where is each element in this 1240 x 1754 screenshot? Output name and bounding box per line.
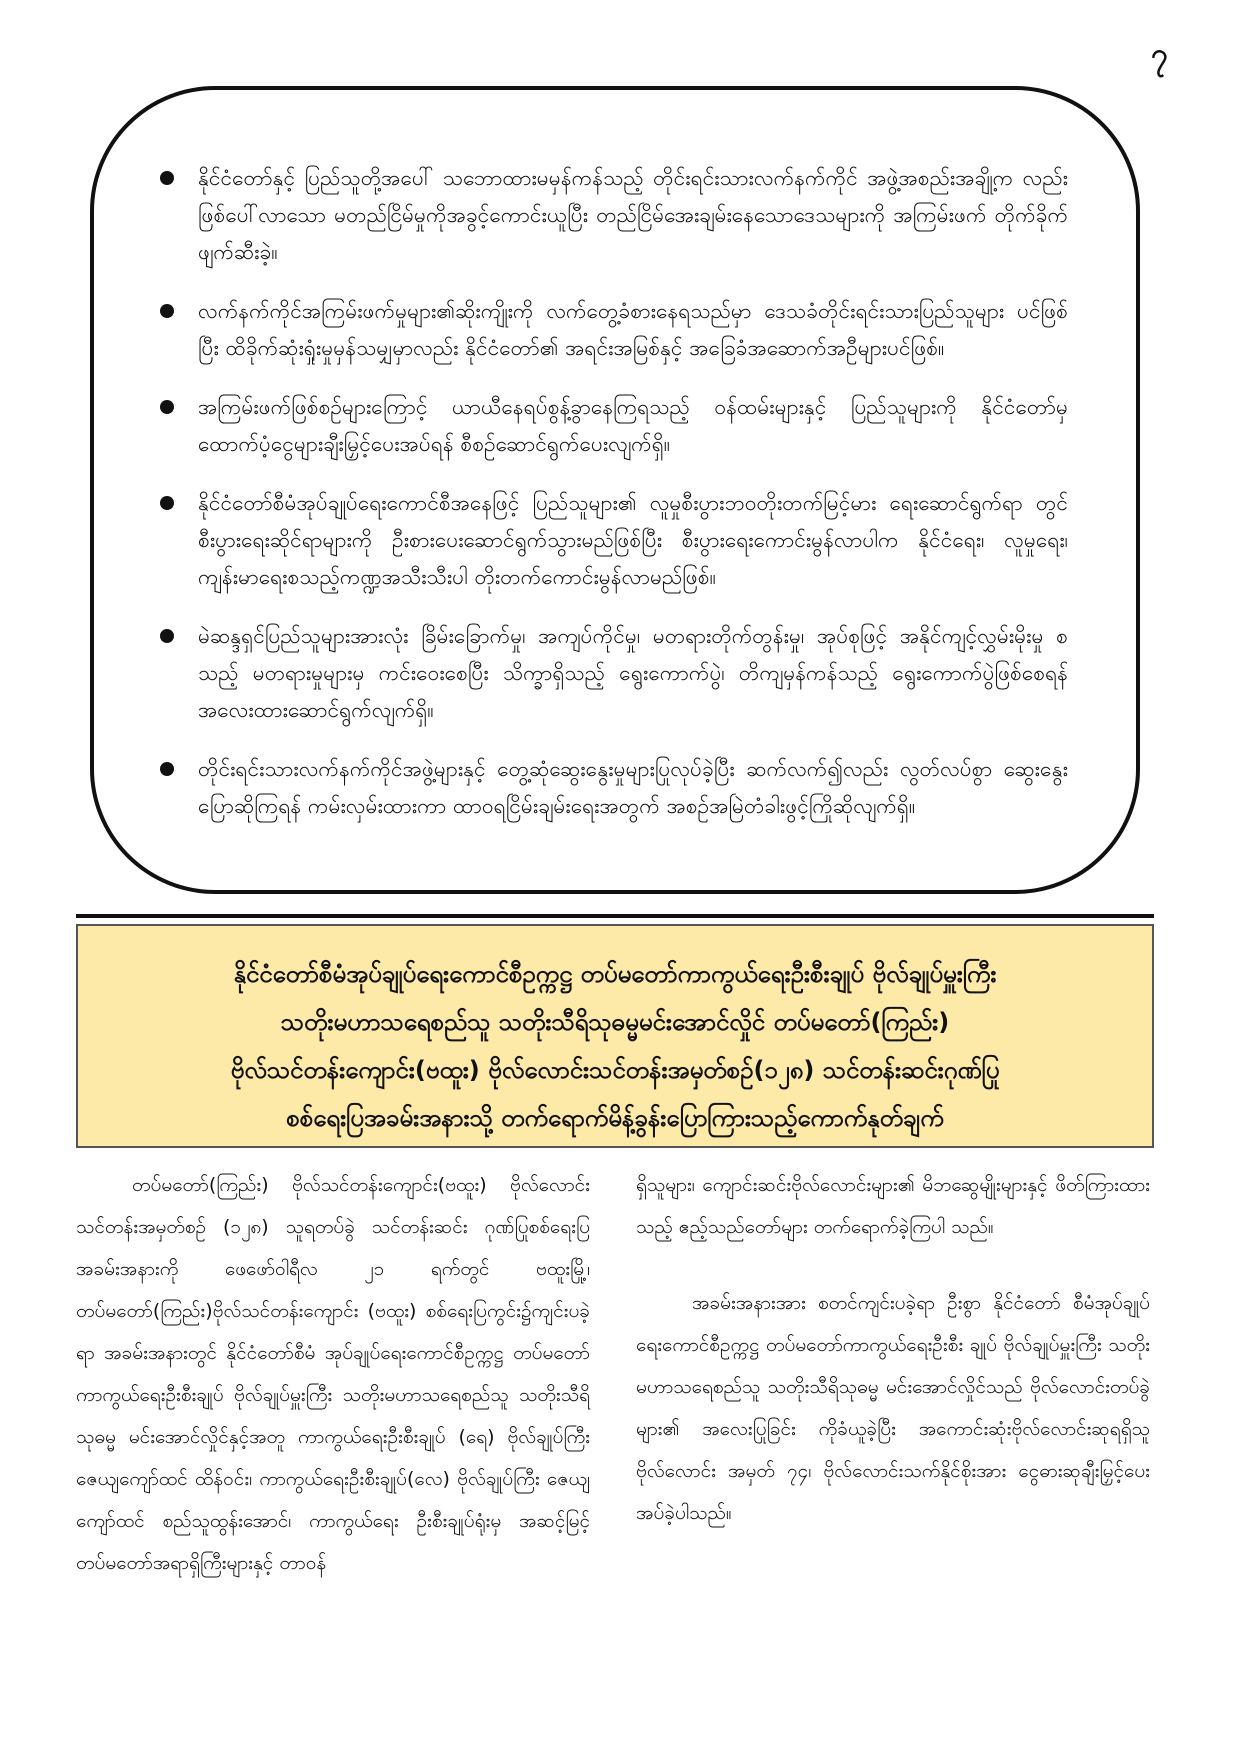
article-paragraph-continuation: ရှိသူများ၊ ကျောင်းဆင်းဗိုလ်လောင်းများ၏ မိဘဆွေမျိုးများနှင့် ဖိတ်ကြားထားသည့် ဧည့်သည်တော်များ တက်ရောက်ခဲ့ကြပါ သည်။	[636, 1174, 1150, 1238]
headline-line: ဗိုလ်သင်တန်းကျောင်း(ဗထူး) ဗိုလ်လောင်းသင်တန်းအမှတ်စဉ်(၁၂၈) သင်တန်းဆင်းဂုဏ်ပြု	[230, 1056, 1000, 1084]
summary-bullet-text: နိုင်ငံတော်စီမံအုပ်ချုပ်ရေးကောင်စီအနေဖြင့် ပြည်သူများ၏ လူမှုစီးပွားဘဝတိုးတက်မြင့်မား ရေးဆောင်ရွက်ရာ တွင် စီးပွားရေးဆိုင်ရာများကို ဦးစားပေးဆောင်ရွက်သွားမည်ဖြစ်ပြီး စီးပွားရေးကောင်းမွန်လာပါက နိုင်ငံရေး၊ လူမှုရေး၊ ကျန်းမာရေးစသည့်ကဏ္ဍအသီးသီးပါ တိုးတက်ကောင်းမွန်လာမည်ဖြစ်။	[198, 491, 1068, 589]
bullet-dot-icon	[160, 171, 174, 185]
bullet-dot-icon	[160, 496, 174, 510]
bullet-dot-icon	[160, 762, 174, 776]
summary-bullet-item	[154, 389, 1068, 463]
headline-line: သတိုးမဟာသရေစည်သူ သတိုးသီရိသုဓမ္မမင်းအောင်လှိုင် တပ်မတော်(ကြည်း)	[280, 1008, 950, 1036]
summary-bullet-list	[154, 160, 1068, 825]
summary-bullet-text: နိုင်ငံတော်နှင့် ပြည်သူတို့အပေါ် သဘောထားမမှန်ကန်သည့် တိုင်းရင်းသားလက်နက်ကိုင် အဖွဲ့အစည်းအချို့က လည်း ဖြစ်ပေါ်လာသော မတည်ငြိမ်မှုကိုအခွင့်ကောင်းယူပြီး တည်ငြိမ်အေးချမ်းနေသောဒေသများကို အကြမ်းဖက် တိုက်ခိုက်ဖျက်ဆီးခဲ့။	[198, 166, 1068, 264]
section-divider	[76, 914, 1154, 918]
article-body	[76, 1164, 1154, 1724]
summary-bullet-text: တိုင်းရင်းသားလက်နက်ကိုင်အဖွဲ့များနှင့် တွေ့ဆုံဆွေးနွေးမှုများပြုလုပ်ခဲ့ပြီး ဆက်လက်၍လည်း လွတ်လပ်စွာ ဆွေးနွေးပြောဆိုကြရန် ကမ်းလှမ်းထားကာ ထာဝရငြိမ်းချမ်းရေးအတွက် အစဉ်အမြဲတံခါးဖွင့်ကြိုဆိုလျက်ရှိ။	[198, 757, 1068, 818]
page-number: ၇	[1151, 37, 1168, 72]
summary-box	[90, 86, 1140, 894]
headline-box	[76, 924, 1154, 1148]
bullet-dot-icon	[160, 629, 174, 643]
article-paragraph: အခမ်းအနားအား စတင်ကျင်းပခဲ့ရာ ဦးစွာ နိုင်ငံတော် စီမံအုပ်ချုပ်ရေးကောင်စီဥက္ကဋ္ဌ တပ်မတော်ကာကွယ်ရေးဦးစီး ချုပ် ဗိုလ်ချုပ်မှူးကြီး သတိုးမဟာသရေစည်သူ သတိုးသီရိသုဓမ္မ မင်းအောင်လှိုင်သည် ဗိုလ်လောင်းတပ်ခွဲများ၏ အလေးပြုခြင်း ကိုခံယူခဲ့ပြီး အကောင်းဆုံးဗိုလ်လောင်းဆုရရှိသူ ဗိုလ်လောင်း အမှတ် ၇၄၊ ဗိုလ်လောင်းသက်နိုင်စိုးအား ငွေဓားဆုချီးမြှင့်ပေး အပ်ခဲ့ပါသည်။	[636, 1292, 1150, 1524]
summary-bullet-text: မဲဆန္ဒရှင်ပြည်သူများအားလုံး ခြိမ်းခြောက်မှု၊ အကျပ်ကိုင်မှု၊ မတရားတိုက်တွန်းမှု၊ အုပ်စုဖြင့် အနိုင်ကျင့်လွှမ်းမိုးမှု စသည့် မတရားမှုများမှ ကင်းဝေးစေပြီး သိက္ခာရှိသည့် ရွေးကောက်ပွဲ၊ တိကျမှန်ကန်သည့် ရွေးကောက်ပွဲဖြစ်စေရန် အလေးထားဆောင်ရွက်လျက်ရှိ။	[198, 624, 1068, 722]
article-paragraph: တပ်မတော်(ကြည်း) ဗိုလ်သင်တန်းကျောင်း(ဗထူး) ဗိုလ်လောင်းသင်တန်းအမှတ်စဉ် (၁၂၈) သူရတပ်ခွဲ သင်တန်းဆင်း ဂုဏ်ပြုစစ်ရေးပြအခမ်းအနားကို ဖေဖော်ဝါရီလ ၂၁ ရက်တွင် ဗထူးမြို့၊ တပ်မတော်(ကြည်း)ဗိုလ်သင်တန်းကျောင်း (ဗထူး) စစ်ရေးပြကွင်း၌ကျင်းပခဲ့ရာ အခမ်းအနားတွင် နိုင်ငံတော်စီမံ အုပ်ချုပ်ရေးကောင်စီဥက္ကဋ္ဌ တပ်မတော်ကာကွယ်ရေးဦးစီးချုပ် ဗိုလ်ချုပ်မှူးကြီး သတိုးမဟာသရေစည်သူ သတိုးသီရိသုဓမ္မ မင်းအောင်လှိုင်နှင့်အတူ ကာကွယ်ရေးဦးစီးချုပ် (ရေ) ဗိုလ်ချုပ်ကြီး ဇေယျကျော်ထင် ထိန်ဝင်း၊ ကာကွယ်ရေးဦးစီးချုပ်(လေ) ဗိုလ်ချုပ်ကြီး ဇေယျကျော်ထင် စည်သူထွန်းအောင်၊ ကာကွယ်ရေး ဦးစီးချုပ်ရုံးမှ အဆင့်မြင့်တပ်မတော်အရာရှိကြီးများနှင့် တာဝန်	[76, 1174, 590, 1574]
summary-bullet-item	[154, 485, 1068, 596]
article-column-left	[76, 1164, 590, 1584]
headline-line: နိုင်ငံတော်စီမံအုပ်ချုပ်ရေးကောင်စီဥက္ကဋ္ဌ တပ်မတော်ကာကွယ်ရေးဦးစီးချုပ် ဗိုလ်ချုပ်မှူးကြီး	[233, 960, 997, 988]
bullet-dot-icon	[160, 304, 174, 318]
headline-line: စစ်ရေးပြအခမ်းအနားသို့ တက်ရောက်မိန့်ခွန်းပြောကြားသည့်ကောက်နုတ်ချက်	[286, 1104, 944, 1132]
bullet-dot-icon	[160, 400, 174, 414]
summary-bullet-text: အကြမ်းဖက်ဖြစ်စဉ်များကြောင့် ယာယီနေရပ်စွန့်ခွာနေကြရသည့် ဝန်ထမ်းများနှင့် ပြည်သူများကို နိုင်ငံတော်မှ ထောက်ပံ့ငွေများချီးမြှင့်ပေးအပ်ရန် စီစဉ်ဆောင်ရွက်ပေးလျက်ရှိ။	[198, 395, 1068, 456]
summary-bullet-item	[154, 751, 1068, 825]
article-column-right	[636, 1164, 1150, 1534]
summary-bullet-item	[154, 160, 1068, 271]
summary-bullet-text: လက်နက်ကိုင်အကြမ်းဖက်မှုများ၏ဆိုးကျိုးကို လက်တွေ့ခံစားနေရသည်မှာ ဒေသခံတိုင်းရင်းသားပြည်သူများ ပင်ဖြစ်ပြီး ထိခိုက်ဆုံးရှုံးမှုမှန်သမျှမှာလည်း နိုင်ငံတော်၏ အရင်းအမြစ်နှင့် အခြေခံအဆောက်အဦများပင်ဖြစ်။	[198, 299, 1068, 360]
summary-bullet-item	[154, 618, 1068, 729]
summary-bullet-item	[154, 293, 1068, 367]
